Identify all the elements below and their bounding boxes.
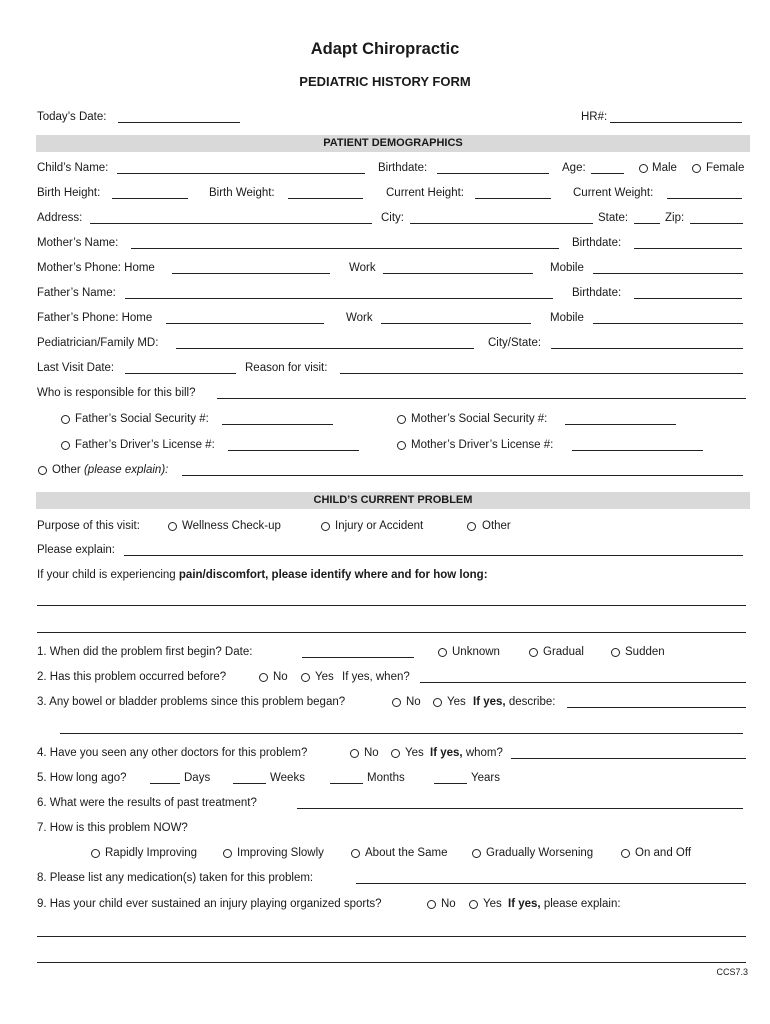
q4-label: 4. Have you seen any other doctors for this problem? [37,747,308,759]
zip-field[interactable] [690,223,743,224]
childs-name-field[interactable] [117,173,365,174]
q2-yes-radio[interactable] [301,673,310,682]
hr-label: HR#: [581,111,608,123]
q5-label: 5. How long ago? [37,772,127,784]
other-payer-field[interactable] [182,475,743,476]
birth-weight-label: Birth Weight: [209,187,275,199]
q2-no-label: No [273,671,288,683]
mothers-name-label: Mother’s Name: [37,237,119,249]
reason-field[interactable] [340,373,743,374]
q4-whom-label: If yes, whom? [430,747,503,759]
q3-yes-label: Yes [447,696,466,708]
last-visit-field[interactable] [125,373,236,374]
rapid-label: Rapidly Improving [105,847,198,859]
state-field[interactable] [634,223,660,224]
q3-describe-label: If yes, describe: [473,696,556,708]
father-dl-radio[interactable] [61,441,70,450]
father-birthdate-label: Birthdate: [572,287,622,299]
fathers-mobile-label: Mobile [550,312,584,324]
worse-label: Gradually Worsening [486,847,594,859]
injury-radio[interactable] [321,522,330,531]
other-visit-label: Other [482,520,511,532]
q9-no-label: No [441,898,456,910]
fathers-phone-label: Father’s Phone: Home [37,312,153,324]
q9-explain-label: If yes, please explain: [508,898,621,910]
city-state-field[interactable] [551,348,743,349]
city-field[interactable] [410,223,593,224]
current-weight-label: Current Weight: [573,187,654,199]
other-payer-radio[interactable] [38,466,47,475]
female-label: Female [706,162,745,174]
pediatrician-field[interactable] [176,348,474,349]
birthdate-field[interactable] [437,173,549,174]
worse-radio[interactable] [472,849,481,858]
section-patient-demographics: PATIENT DEMOGRAPHICS [36,135,750,152]
q5-months-label: Months [367,772,405,784]
mothers-mobile-label: Mobile [550,262,584,274]
mother-dl-label: Mother’s Driver’s License #: [411,439,554,451]
mother-dl-field[interactable] [572,450,703,451]
female-radio[interactable] [692,164,701,173]
father-dl-field[interactable] [228,450,359,451]
q3-no-label: No [406,696,421,708]
other-visit-radio[interactable] [467,522,476,531]
q4-whom-field[interactable] [511,758,746,759]
fathers-work-label: Work [346,312,373,324]
birthdate-label: Birthdate: [378,162,428,174]
male-radio[interactable] [639,164,648,173]
gradual-radio[interactable] [529,648,538,657]
male-label: Male [652,162,677,174]
onoff-label: On and Off [635,847,692,859]
fathers-mobile-field[interactable] [593,323,743,324]
other-payer-label: Other (please explain): [52,464,169,476]
state-label: State: [598,212,629,224]
mothers-home-phone-field[interactable] [172,273,330,274]
q3-yes-radio[interactable] [433,698,442,707]
q7-label: 7. How is this problem NOW? [37,822,188,834]
mother-birthdate-field[interactable] [634,248,742,249]
unknown-label: Unknown [452,646,500,658]
q6-field[interactable] [297,808,743,809]
q8-field[interactable] [356,883,746,884]
please-explain-label: Please explain: [37,544,115,556]
q8-label: 8. Please list any medication(s) taken for this problem: [37,872,314,884]
responsible-label: Who is responsible for this bill? [37,387,196,399]
rapid-radio[interactable] [91,849,100,858]
form-title: PEDIATRIC HISTORY FORM [299,74,471,89]
zip-label: Zip: [665,212,685,224]
q3-describe-field[interactable] [567,707,746,708]
birth-weight-field[interactable] [288,198,363,199]
birth-height-label: Birth Height: [37,187,101,199]
reason-label: Reason for visit: [245,362,328,374]
q9-field-line-1[interactable] [37,936,746,937]
childs-name-label: Child’s Name: [37,162,109,174]
unknown-radio[interactable] [438,648,447,657]
todays-date-field[interactable] [118,122,240,123]
slow-radio[interactable] [223,849,232,858]
father-birthdate-field[interactable] [634,298,742,299]
q9-label: 9. Has your child ever sustained an injury playing organized sports? [37,898,382,910]
q5-years-label: Years [471,772,500,784]
hr-field[interactable] [610,122,742,123]
org-name: Adapt Chiropractic [310,40,460,58]
mothers-name-field[interactable] [131,248,559,249]
q1-label: 1. When did the problem first begin? Date: [37,646,253,658]
mothers-mobile-field[interactable] [593,273,743,274]
age-label: Age: [562,162,586,174]
city-state-label: City/State: [488,337,542,349]
q2-when-field[interactable] [420,682,746,683]
q1-date-field[interactable] [302,657,414,658]
mothers-phone-label: Mother’s Phone: Home [37,262,155,274]
current-weight-field[interactable] [667,198,742,199]
mother-ss-field[interactable] [565,424,676,425]
todays-date-label: Today’s Date: [37,111,107,123]
mother-birthdate-label: Birthdate: [572,237,622,249]
q6-label: 6. What were the results of past treatment? [37,797,257,809]
section-current-problem: CHILD’S CURRENT PROBLEM [36,492,750,509]
q5-months-field[interactable] [330,783,363,784]
q4-yes-radio[interactable] [391,749,400,758]
q2-label: 2. Has this problem occurred before? [37,671,227,683]
father-ss-label: Father’s Social Security #: [75,413,209,425]
q4-no-radio[interactable] [350,749,359,758]
q5-days-label: Days [184,772,211,784]
q4-no-label: No [364,747,379,759]
q3-label: 3. Any bowel or bladder problems since this problem began? [37,696,346,708]
gradual-label: Gradual [543,646,584,658]
q9-no-radio[interactable] [427,900,436,909]
city-label: City: [381,212,404,224]
last-visit-label: Last Visit Date: [37,362,115,374]
form-code: CCS7.3 [716,967,748,977]
pediatrician-label: Pediatrician/Family MD: [37,337,159,349]
q3-no-radio[interactable] [392,698,401,707]
same-label: About the Same [365,847,448,859]
q2-when-label: If yes, when? [342,671,410,683]
mother-ss-label: Mother’s Social Security #: [411,413,548,425]
please-explain-field[interactable] [124,555,743,556]
address-label: Address: [37,212,83,224]
onoff-radio[interactable] [621,849,630,858]
current-height-label: Current Height: [386,187,464,199]
father-ss-radio[interactable] [61,415,70,424]
q5-days-field[interactable] [150,783,180,784]
q3-describe-field-2[interactable] [60,733,743,734]
q2-yes-label: Yes [315,671,334,683]
q5-weeks-field[interactable] [233,783,266,784]
q5-years-field[interactable] [434,783,467,784]
age-field[interactable] [591,173,624,174]
mothers-work-field[interactable] [383,273,533,274]
fathers-name-field[interactable] [125,298,553,299]
wellness-radio[interactable] [168,522,177,531]
fathers-home-phone-field[interactable] [166,323,324,324]
injury-label: Injury or Accident [335,520,424,532]
q9-yes-radio[interactable] [469,900,478,909]
pain-field-line-2[interactable] [37,632,746,633]
father-ss-field[interactable] [222,424,333,425]
q5-weeks-label: Weeks [270,772,305,784]
q4-yes-label: Yes [405,747,424,759]
current-height-field[interactable] [475,198,551,199]
purpose-label: Purpose of this visit: [37,520,140,532]
father-dl-label: Father’s Driver’s License #: [75,439,215,451]
fathers-work-field[interactable] [381,323,531,324]
mother-dl-radio[interactable] [397,441,406,450]
mothers-work-label: Work [349,262,376,274]
pain-question: If your child is experiencing pain/discomfort, please identify where and for how long: [37,569,488,581]
slow-label: Improving Slowly [237,847,324,859]
sudden-radio[interactable] [611,648,620,657]
birth-height-field[interactable] [112,198,188,199]
mother-ss-radio[interactable] [397,415,406,424]
q9-field-line-2[interactable] [37,962,746,963]
q2-no-radio[interactable] [259,673,268,682]
fathers-name-label: Father’s Name: [37,287,116,299]
wellness-label: Wellness Check-up [182,520,281,532]
sudden-label: Sudden [625,646,665,658]
responsible-field[interactable] [217,398,746,399]
same-radio[interactable] [351,849,360,858]
address-field[interactable] [90,223,372,224]
pain-field-line-1[interactable] [37,605,746,606]
q9-yes-label: Yes [483,898,502,910]
